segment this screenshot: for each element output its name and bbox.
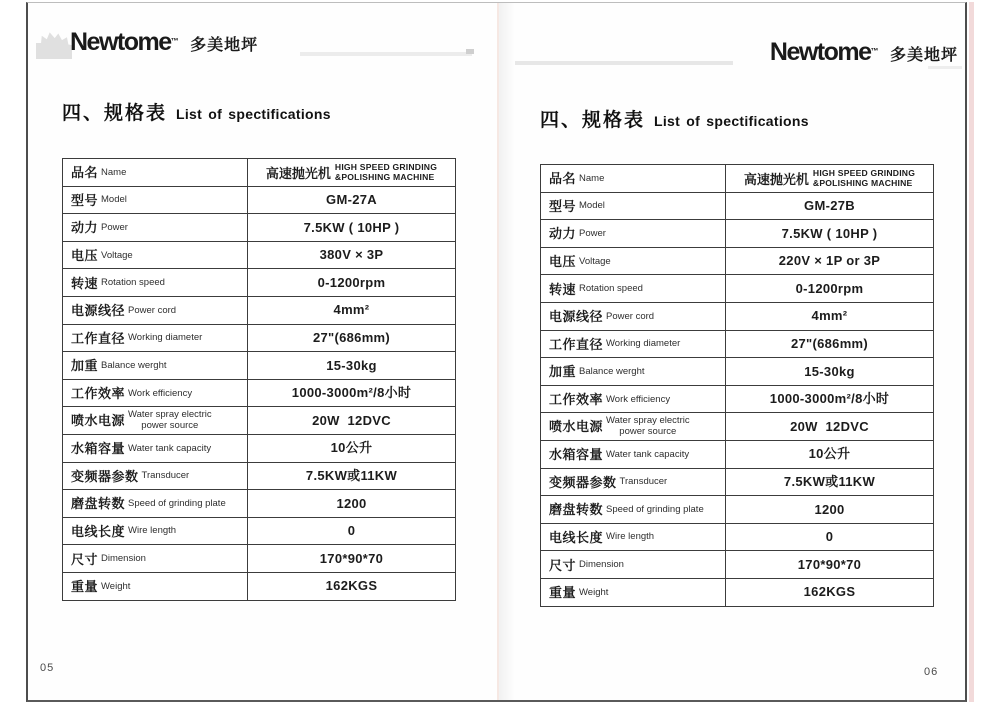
spec-label-cn: 喷水电源 [71, 412, 126, 428]
table-row [63, 296, 456, 324]
spec-label-cell [541, 330, 726, 358]
spec-value-cell [726, 440, 934, 468]
spec-value [770, 391, 889, 406]
spec-value [779, 253, 880, 268]
spec-value-cell [726, 220, 934, 248]
spec-value-line1: 20W 12DVC [790, 418, 869, 434]
spec-label-en [579, 588, 608, 599]
title-english: List of spectifications [176, 106, 331, 122]
spec-value-cell [726, 330, 934, 358]
spec-value-line1: 1200 [336, 495, 367, 511]
spec-label-cell [541, 165, 726, 193]
page-number: 06 [924, 666, 939, 678]
spec-label-en-line1: Weight [101, 580, 131, 592]
table-row [63, 352, 456, 380]
spec-label-cell [541, 440, 726, 468]
spec-label-cn: 电线长度 [549, 530, 604, 546]
page-gutter-shadow [499, 3, 515, 700]
spec-value [798, 557, 861, 572]
spec-value [334, 302, 370, 317]
spec-label-en-line1: Voltage [101, 249, 133, 261]
spec-label-en [606, 505, 704, 516]
title-chinese: 四、规格表 [62, 103, 168, 124]
spec-label-cn: 电压 [71, 248, 99, 264]
spec-value-cell [248, 296, 456, 324]
spec-label-cell [63, 352, 248, 380]
spec-value-line1: GM-27A [326, 191, 377, 207]
spec-label-en [142, 471, 190, 482]
spec-label-cell [63, 186, 248, 214]
spec-label-cell [541, 358, 726, 386]
spec-value-cell [248, 324, 456, 352]
spec-value-cell [726, 578, 934, 606]
spec-value-line2: &POLISHING MACHINE [812, 178, 913, 189]
spec-value-line1: GM-27B [804, 197, 855, 213]
spec-label-cn: 品名 [71, 165, 99, 181]
table-row [63, 214, 456, 242]
spec-label-en [101, 278, 165, 289]
spec-label-en-line1: Dimension [579, 559, 624, 571]
spec-label-cell [63, 434, 248, 462]
spec-value-line1: 10公升 [330, 440, 373, 456]
spec-value [320, 247, 384, 262]
spec-label-cn: 电线长度 [71, 524, 126, 540]
spec-label-en-line1: Work efficiency [606, 393, 671, 405]
spec-value-line1: 27"(686mm) [312, 329, 391, 345]
spec-label-cell [63, 379, 248, 407]
spec-value-cn: 高速抛光机 [265, 165, 331, 181]
spec-label-cell [541, 220, 726, 248]
table-row [541, 440, 934, 468]
spec-label-en [606, 395, 670, 406]
spec-label-en [579, 229, 606, 240]
spec-label-cell [63, 159, 248, 187]
spec-label-cell [541, 413, 726, 441]
spec-label-cell [63, 241, 248, 269]
spec-label-cn: 工作直径 [549, 336, 604, 352]
spec-value-line1: 170*90*70 [319, 550, 384, 566]
spec-value [304, 220, 400, 235]
spec-label-en [101, 251, 133, 262]
spec-value [804, 198, 855, 213]
spec-value [814, 502, 844, 517]
spec-value-line1: 4mm² [333, 302, 370, 318]
spec-label-en-line1: Wire length [128, 525, 177, 537]
spec-label-en-line1: Dimension [101, 553, 146, 565]
spec-label-en-line1: Model [101, 194, 127, 206]
spec-label-en-line1: Work efficiency [128, 387, 193, 399]
spec-value-line1: 162KGS [325, 578, 378, 594]
spec-value [782, 226, 878, 241]
spec-label-cn: 尺寸 [71, 551, 99, 567]
spec-value-line1: 7.5KW或11KW [783, 473, 876, 489]
spec-value-cell [726, 247, 934, 275]
spec-value-line1: 15-30kg [804, 363, 855, 379]
spec-value-cell [726, 165, 934, 193]
spec-value-line1: 1000-3000m²/8小时 [769, 391, 890, 407]
page-title [62, 98, 331, 125]
spec-label-en [101, 168, 126, 179]
spec-label-en-line1: Rotation speed [101, 277, 165, 289]
spec-label-cell [63, 324, 248, 352]
table-row [541, 192, 934, 220]
spec-label-en-line1: Transducer [141, 470, 190, 482]
spec-label-en-line1: Name [579, 172, 605, 184]
spec-label-en [606, 450, 689, 461]
spec-label-en [606, 416, 690, 437]
spec-value-cell [248, 572, 456, 600]
spec-label-en-line1: Water tank capacity [128, 442, 212, 454]
spec-value-cell [248, 186, 456, 214]
spec-label-cell [541, 275, 726, 303]
table-row [63, 434, 456, 462]
spec-label-cell [541, 551, 726, 579]
spec-value-line1: 10公升 [808, 446, 851, 462]
table-row [541, 358, 934, 386]
spec-value-cell [726, 523, 934, 551]
spec-label-cell [63, 490, 248, 518]
spec-label-en-line1: Power cord [606, 310, 655, 322]
spec-value-line1: 7.5KW ( 10HP ) [303, 219, 400, 235]
spec-value-line1: 4mm² [811, 308, 848, 324]
spec-value-cell [726, 496, 934, 524]
spec-label-en-line1: Model [579, 200, 605, 212]
brand-chinese: 多美地坪 [190, 37, 259, 54]
spec-label-cn: 品名 [549, 171, 577, 187]
trademark-symbol: ™ [170, 36, 179, 46]
table-row [63, 159, 456, 187]
spec-label-en [620, 477, 668, 488]
spec-label-en [128, 306, 176, 317]
spec-label-en [128, 389, 192, 400]
spec-value-line1: 0-1200rpm [317, 274, 386, 290]
newtome-logo [770, 38, 958, 67]
spec-label-cn: 工作效率 [549, 392, 604, 408]
spec-label-cn: 电源线径 [71, 303, 126, 319]
spec-label-en [579, 367, 644, 378]
spec-value [812, 308, 848, 323]
spec-label-en-line1: Speed of grinding plate [128, 497, 226, 509]
spec-value-line1: 1000-3000m²/8小时 [291, 385, 412, 401]
header-rule [515, 61, 733, 65]
spec-label-cell [541, 578, 726, 606]
table-row [541, 220, 934, 248]
spec-value-line1: 220V × 1P or 3P [778, 253, 881, 269]
spec-value-cell [248, 434, 456, 462]
spec-label-cell [541, 385, 726, 413]
spec-value-cell [248, 517, 456, 545]
spec-label-en [128, 333, 202, 344]
spec-value [320, 551, 383, 566]
table-row [541, 247, 934, 275]
spec-value [790, 419, 869, 434]
spec-label-cn: 加重 [549, 364, 577, 380]
table-row [541, 413, 934, 441]
spec-value-line1: 0 [347, 523, 356, 539]
spec-value-cell [248, 269, 456, 297]
spec-label-cn: 加重 [71, 358, 99, 374]
spec-value [336, 496, 366, 511]
spec-value-cell [726, 551, 934, 579]
spec-label-cell [541, 247, 726, 275]
table-row [541, 385, 934, 413]
brand-wordmark: Newtome [70, 28, 171, 56]
spec-value-cell [248, 462, 456, 490]
spec-label-cell [541, 523, 726, 551]
title-chinese: 四、规格表 [540, 110, 646, 131]
spec-value-line1: HIGH SPEED GRINDING [812, 168, 916, 179]
spec-value-cell [726, 275, 934, 303]
spec-value-line1: 0 [825, 529, 834, 545]
spec-label-cn: 转速 [549, 281, 577, 297]
spec-label-cell [63, 296, 248, 324]
spec-value [348, 523, 356, 538]
spec-value-cell [726, 192, 934, 220]
spec-value [292, 385, 411, 400]
spec-label-cn: 重量 [71, 579, 99, 595]
spec-label-cn: 动力 [549, 226, 577, 242]
scan-edge-strip [969, 2, 974, 702]
spec-label-cell [63, 572, 248, 600]
spec-label-cell [541, 468, 726, 496]
spec-label-cn: 水箱容量 [549, 447, 604, 463]
spec-value-cell [248, 214, 456, 242]
spec-label-en-line1: Balance werght [101, 359, 167, 371]
spec-value [326, 358, 377, 373]
spec-value-line2: &POLISHING MACHINE [334, 172, 435, 183]
spec-value [312, 413, 391, 428]
table-row [541, 302, 934, 330]
spec-value-cn: 高速抛光机 [743, 171, 809, 187]
spec-label-en-line1: Speed of grinding plate [606, 503, 704, 515]
spec-label-en-line1: Voltage [579, 255, 611, 267]
spec-label-en [128, 410, 212, 431]
spec-label-en-line1: Working diameter [606, 338, 681, 350]
spec-label-en-line1: Working diameter [128, 332, 203, 344]
table-row [63, 407, 456, 435]
spec-label-cn: 电源线径 [549, 309, 604, 325]
table-row [63, 462, 456, 490]
table-row [541, 496, 934, 524]
spec-label-en-line1: Power cord [128, 304, 177, 316]
spec-value [796, 281, 864, 296]
spec-value [809, 446, 851, 461]
spec-value [313, 330, 390, 345]
spec-value-cell [248, 352, 456, 380]
header-rule-short [928, 66, 962, 69]
spec-label-cn: 重量 [549, 585, 577, 601]
spec-label-en [101, 361, 166, 372]
spec-label-en [579, 257, 611, 268]
table-row [63, 269, 456, 297]
spec-label-en [606, 532, 654, 543]
spec-label-en-line1: Water spray electric [606, 415, 690, 427]
spec-label-cell [541, 192, 726, 220]
spec-label-cell [63, 462, 248, 490]
spec-label-cn: 电压 [549, 254, 577, 270]
spec-label-cell [63, 269, 248, 297]
spec-value-cell [726, 302, 934, 330]
spec-label-en-line1: Power [579, 227, 606, 239]
spec-label-cn: 动力 [71, 220, 99, 236]
spec-label-cell [541, 302, 726, 330]
spec-label-cell [63, 545, 248, 573]
spec-label-cn: 工作效率 [71, 386, 126, 402]
brand-wordmark: Newtome [769, 38, 871, 66]
spec-value-line1: 15-30kg [326, 357, 377, 373]
trademark-symbol: ™ [870, 46, 879, 56]
spec-label-en-line1: Power [101, 221, 128, 233]
brand-chinese: 多美地坪 [889, 47, 958, 64]
spec-value-cell [726, 358, 934, 386]
spec-label-cn: 转速 [71, 275, 99, 291]
spec-value-line1: 0-1200rpm [795, 280, 864, 296]
spec-label-en [606, 312, 654, 323]
spec-label-en [606, 339, 680, 350]
spec-value-cell [248, 159, 456, 187]
spec-label-cn: 尺寸 [549, 557, 577, 573]
page-title [540, 105, 809, 132]
spec-label-en-line1: Balance werght [579, 365, 645, 377]
spec-label-en-line1: Transducer [619, 476, 668, 488]
spec-value [804, 364, 855, 379]
table-row [541, 551, 934, 579]
spec-label-en [101, 195, 127, 206]
spec-value [326, 192, 377, 207]
table-row [63, 324, 456, 352]
spec-value-line1: 380V × 3P [319, 247, 384, 263]
spec-label-cn: 型号 [71, 192, 99, 208]
spec-value-line1: 7.5KW ( 10HP ) [781, 225, 878, 241]
spec-value-line1: 27"(686mm) [790, 335, 869, 351]
table-row [541, 165, 934, 193]
spec-value [804, 584, 856, 599]
newtome-logo [70, 28, 258, 57]
table-row [63, 517, 456, 545]
spec-value [826, 529, 834, 544]
spec-value-cell [248, 545, 456, 573]
spec-value [791, 336, 868, 351]
spec-value [784, 474, 875, 489]
spec-label-en-line1: Water tank capacity [606, 448, 690, 460]
spec-value [335, 162, 437, 182]
spec-label-en-line2: power source [619, 425, 677, 437]
page-number: 05 [40, 662, 55, 674]
spec-label-cn: 型号 [549, 198, 577, 214]
table-row [541, 330, 934, 358]
spec-label-cn: 水箱容量 [71, 441, 126, 457]
title-english: List of spectifications [654, 113, 809, 129]
table-row [63, 186, 456, 214]
header-rule-tick [466, 49, 474, 54]
spec-value [331, 440, 373, 455]
spec-label-cell [63, 517, 248, 545]
spec-value-line1: 162KGS [803, 584, 856, 600]
spec-value-line1: 1200 [814, 501, 845, 517]
spec-label-cell [63, 407, 248, 435]
spec-label-en [579, 174, 604, 185]
table-row [63, 241, 456, 269]
spec-label-cn: 喷水电源 [549, 418, 604, 434]
spec-value-line1: 20W 12DVC [312, 412, 391, 428]
spec-label-en-line1: Name [101, 166, 127, 178]
spec-label-cn: 磨盘转数 [71, 496, 126, 512]
spec-label-en [579, 201, 605, 212]
spec-label-en [579, 284, 643, 295]
spec-label-cn: 变频器参数 [549, 474, 617, 490]
spec-value [326, 578, 378, 593]
spec-value [306, 468, 397, 483]
spec-table-gm27b [540, 164, 934, 607]
table-row [63, 572, 456, 600]
spec-value-cell [726, 413, 934, 441]
table-row [541, 578, 934, 606]
spec-value [318, 275, 386, 290]
spec-label-en [128, 499, 226, 510]
spec-value-line1: 7.5KW或11KW [305, 467, 398, 483]
spec-value-cell [248, 241, 456, 269]
spec-value-line1: 170*90*70 [797, 556, 862, 572]
spec-value-cell [726, 385, 934, 413]
table-row [541, 523, 934, 551]
spec-value [813, 168, 915, 188]
spec-value-cell [726, 468, 934, 496]
spec-label-cn: 磨盘转数 [549, 502, 604, 518]
spec-label-en [579, 560, 624, 571]
spec-label-en [128, 526, 176, 537]
spec-label-en [101, 223, 128, 234]
spec-value-cell [248, 490, 456, 518]
table-row [63, 379, 456, 407]
table-row [541, 275, 934, 303]
spec-value-line1: HIGH SPEED GRINDING [334, 162, 438, 173]
spec-label-cn: 工作直径 [71, 330, 126, 346]
spec-label-en-line2: power source [141, 419, 199, 431]
header-rule [300, 52, 472, 56]
spec-label-cell [541, 496, 726, 524]
spec-label-en-line1: Rotation speed [579, 283, 643, 295]
spec-label-en [101, 582, 130, 593]
spec-value-cell [248, 379, 456, 407]
table-row [63, 490, 456, 518]
spec-value-cell [248, 407, 456, 435]
table-row [63, 545, 456, 573]
spec-label-en [101, 554, 146, 565]
spec-table-gm27a [62, 158, 456, 601]
spec-label-cn: 变频器参数 [71, 468, 139, 484]
spec-label-en-line1: Weight [579, 586, 609, 598]
table-row [541, 468, 934, 496]
spec-label-en-line1: Wire length [606, 531, 655, 543]
spec-label-en [128, 444, 211, 455]
spec-label-cell [63, 214, 248, 242]
spec-label-en-line1: Water spray electric [128, 409, 212, 421]
